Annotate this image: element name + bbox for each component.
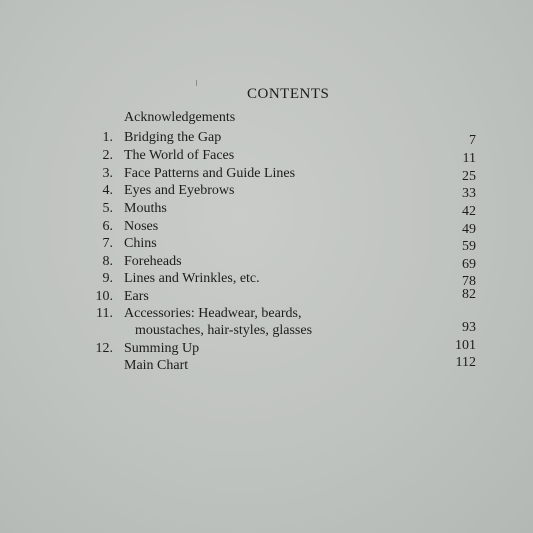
chapter-title: Ears [124, 289, 149, 304]
chapter-number: 8. [102, 254, 113, 269]
page-number: 7 [469, 133, 476, 148]
chapter-number: 4. [102, 183, 113, 198]
chapter-title: Lines and Wrinkles, etc. [124, 271, 260, 286]
chapter-title: Mouths [124, 201, 167, 216]
chapter-number: 9. [102, 271, 113, 286]
toc-entry-7 [0, 235, 533, 253]
page-number: 112 [455, 355, 476, 370]
toc-entry-8 [0, 253, 533, 271]
toc-entry-main-chart [0, 357, 533, 375]
chapter-title: Face Patterns and Guide Lines [124, 166, 296, 181]
chapter-number: 12. [95, 341, 113, 356]
chapter-number: 1. [102, 130, 113, 145]
chapter-number: 6. [102, 219, 113, 234]
chapter-number: 5. [102, 201, 113, 216]
chapter-number: 2. [102, 148, 113, 163]
chapter-title: Main Chart [124, 358, 189, 373]
chapter-title: Foreheads [124, 254, 182, 269]
toc-entry-10 [0, 288, 533, 306]
contents-heading: CONTENTS [247, 86, 330, 102]
toc-entry-2 [0, 147, 533, 165]
page-number: 42 [462, 204, 476, 219]
chapter-number: 3. [102, 166, 113, 181]
chapter-number: 10. [95, 289, 113, 304]
toc-entry-3 [0, 165, 533, 183]
page-number: 93 [462, 320, 476, 335]
page-number: 82 [462, 287, 476, 302]
page-number: 33 [462, 186, 476, 201]
chapter-title: Noses [124, 219, 159, 234]
toc-entry-acknowledgements [0, 109, 533, 127]
toc-entry-5 [0, 200, 533, 218]
chapter-number: 7. [102, 236, 113, 251]
page-number: 69 [462, 257, 476, 272]
toc-entry-6 [0, 218, 533, 236]
page-number: 25 [462, 169, 476, 184]
chapter-title-continued: moustaches, hair-styles, glasses [135, 323, 313, 338]
page-number: 49 [462, 222, 476, 237]
chapter-title: Acknowledgements [124, 110, 236, 125]
toc-entry-1 [0, 129, 533, 147]
chapter-title: Eyes and Eyebrows [124, 183, 235, 198]
chapter-title: Bridging the Gap [124, 130, 222, 145]
page-number: 59 [462, 239, 476, 254]
page-number: 101 [455, 338, 476, 353]
chapter-title: Chins [124, 236, 157, 251]
chapter-title: Accessories: Headwear, beards, [124, 306, 302, 321]
chapter-number: 11. [96, 306, 113, 321]
chapter-title: Summing Up [124, 341, 200, 356]
chapter-title: The World of Faces [124, 148, 235, 163]
page-number: 11 [462, 151, 476, 166]
page-number: 78 [462, 274, 476, 289]
toc-entry-4 [0, 182, 533, 200]
